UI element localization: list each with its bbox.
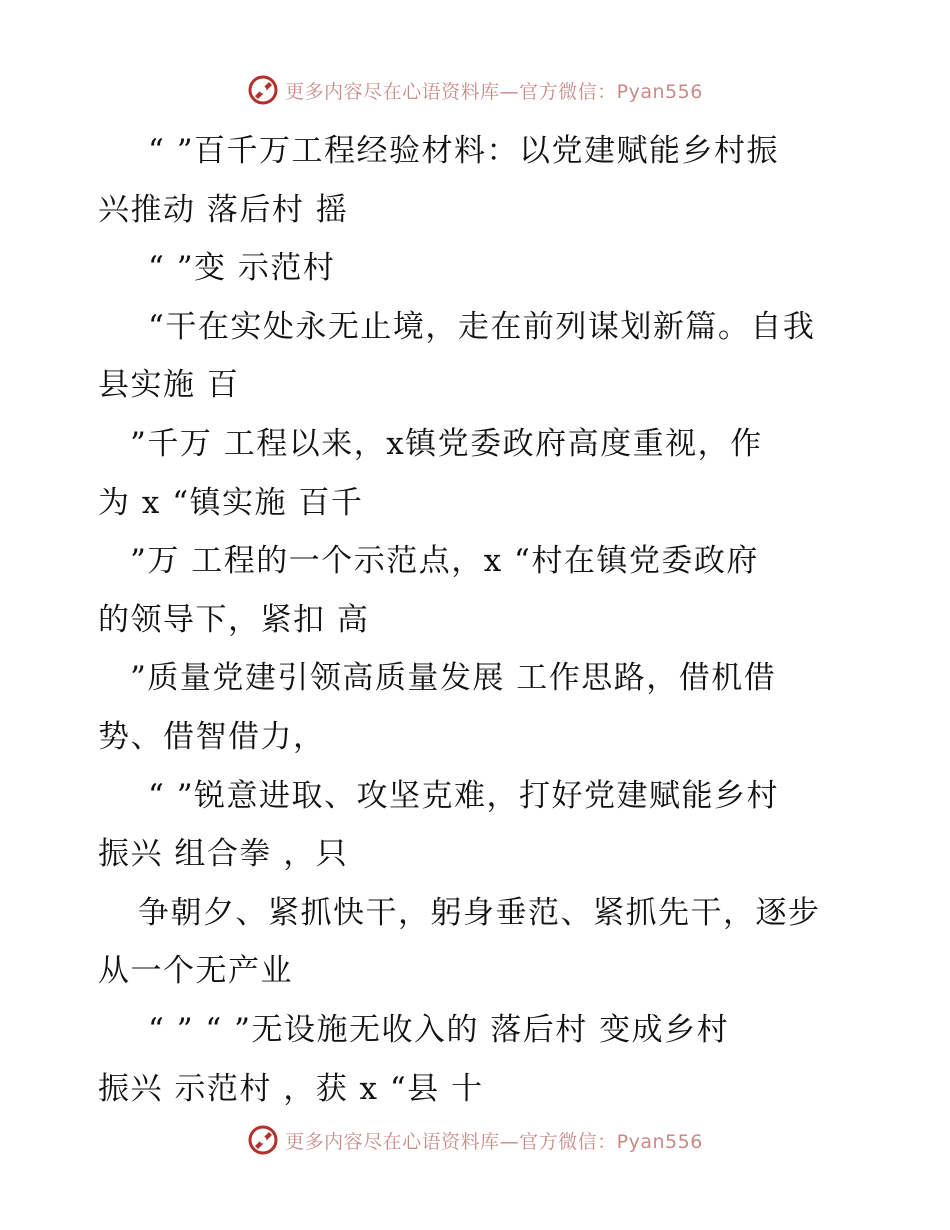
text-line: 从一个无产业	[98, 953, 293, 990]
text-line: “ ”百千万工程经验材料：以党建赋能乡村振	[148, 133, 780, 169]
footer-watermark	[0, 1120, 950, 1160]
document-body	[98, 122, 858, 1118]
text-line: 振兴 组合拳 ，只	[98, 836, 349, 873]
text-line: “ ”锐意进取、攻坚克难，打好党建赋能乡村	[148, 777, 780, 814]
watermark-logo-icon	[247, 1124, 279, 1156]
watermark-text: 更多内容尽在心语资料库—官方微信：Pyan556	[285, 80, 703, 103]
watermark-text: 更多内容尽在心语资料库—官方微信：Pyan556	[285, 1130, 703, 1153]
text-line: “ ” “ ”无设施无收入的 落后村 变成乡村	[148, 1011, 730, 1048]
text-line: 县实施 百	[98, 367, 240, 404]
text-line: ”千万 工程以来，x镇党委政府高度重视，作	[130, 425, 763, 462]
text-line: ”万 工程的一个示范点，x “村在镇党委政府	[130, 543, 759, 580]
text-line: 的领导下，紧扣 高	[98, 601, 370, 638]
text-line: 争朝夕、紧抓快干，躬身垂范、紧抓先干，逐步	[138, 894, 821, 931]
text-line: “ ”变 示范村	[148, 250, 336, 287]
text-line: 振兴 示范村 ，获 x “县 十	[98, 1070, 484, 1107]
text-line: 势、借智借力，	[98, 718, 326, 755]
header-watermark	[0, 70, 950, 110]
text-line: 为 x “镇实施 百千	[98, 484, 364, 521]
text-line: 兴推动 落后村 摇	[98, 191, 349, 228]
watermark-logo-icon	[247, 74, 279, 106]
text-line: ”质量党建引领高质量发展 工作思路，借机借	[130, 660, 777, 697]
text-line: “干在实处永无止境，走在前列谋划新篇。自我	[148, 308, 816, 345]
